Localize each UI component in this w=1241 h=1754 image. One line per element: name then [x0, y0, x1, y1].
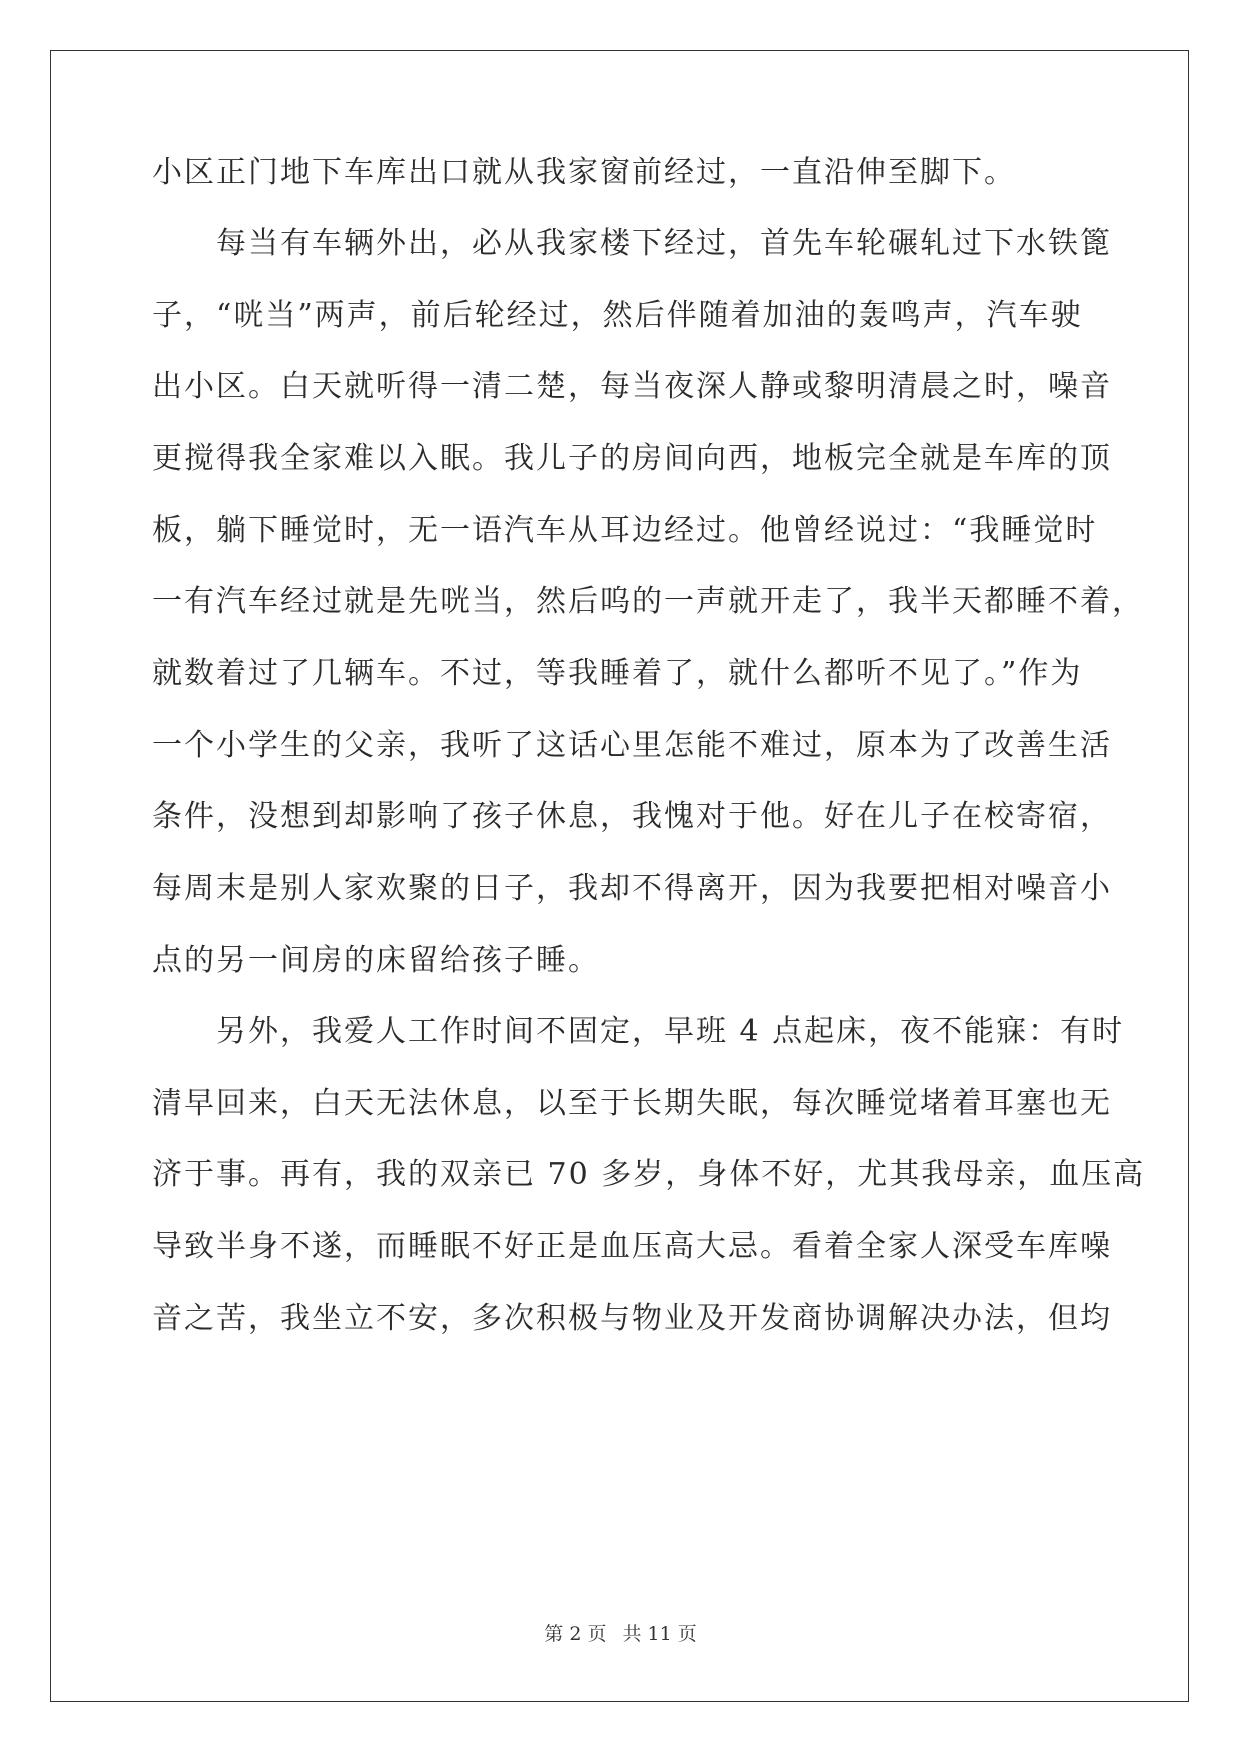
page-number: 第 2 页: [544, 1623, 607, 1645]
text-line: 每周末是别人家欢聚的日子，我却不得离开，因为我要把相对噪音小: [152, 871, 1112, 906]
text-line: 每当有车辆外出，必从我家楼下经过，首先车轮碾轧过下水铁篦: [152, 226, 1112, 261]
text-line: 就数着过了几辆车。不过，等我睡着了，就什么都听不见了。”作为: [152, 656, 1083, 691]
text-line: 一有汽车经过就是先咣当，然后呜的一声就开走了，我半天都睡不着，: [152, 584, 1144, 619]
text-line: 济于事。再有，我的双亲已 70 多岁，身体不好，尤其我母亲，血压高: [152, 1157, 1146, 1192]
text-line: 点的另一间房的床留给孩子睡。: [152, 943, 600, 978]
page-total: 共 11 页: [622, 1623, 697, 1645]
text-line: 一个小学生的父亲，我听了这话心里怎能不难过，原本为了改善生活: [152, 728, 1112, 763]
text-line: 小区正门地下车库出口就从我家窗前经过，一直沿伸至脚下。: [152, 155, 1016, 190]
text-line: 板，躺下睡觉时，无一语汽车从耳边经过。他曾经说过：“我睡觉时: [152, 513, 1098, 548]
text-line: 导致半身不遂，而睡眠不好正是血压高大忌。看着全家人深受车库噪: [152, 1229, 1112, 1264]
text-line: 音之苦，我坐立不安，多次积极与物业及开发商协调解决办法，但均: [152, 1301, 1112, 1336]
text-line: 清早回来，白天无法休息，以至于长期失眠，每次睡觉堵着耳塞也无: [152, 1086, 1112, 1121]
text-line: 条件，没想到却影响了孩子休息，我愧对于他。好在儿子在校寄宿，: [152, 799, 1112, 834]
text-line: 更搅得我全家难以入眠。我儿子的房间向西，地板完全就是车库的顶: [152, 441, 1112, 476]
text-line: 子，“咣当”两声，前后轮经过，然后伴随着加油的轰鸣声，汽车驶: [152, 298, 1083, 333]
text-line: 另外，我爱人工作时间不固定，早班 4 点起床，夜不能寐：有时: [152, 1014, 1125, 1049]
text-line: 出小区。白天就听得一清二楚，每当夜深人静或黎明清晨之时，噪音: [152, 369, 1112, 404]
page-footer: [0, 1622, 1241, 1646]
